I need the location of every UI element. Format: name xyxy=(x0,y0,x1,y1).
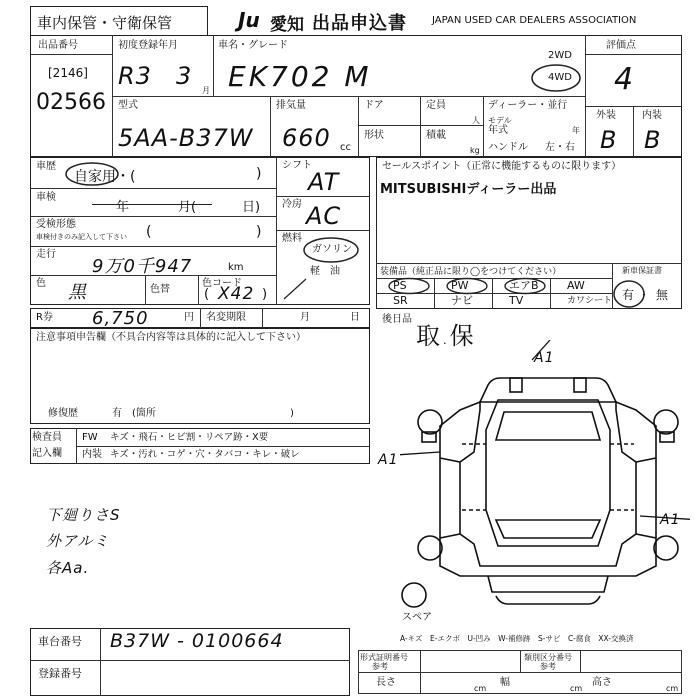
lot-sub-number: [2146] xyxy=(48,66,88,80)
mileage-label: 走行 xyxy=(36,249,56,260)
handle-label: ハンドル xyxy=(488,142,528,153)
inspector-label-1: 検査員 xyxy=(32,432,62,443)
history-close: ) xyxy=(256,166,262,182)
ju-logo: Ju xyxy=(238,8,260,32)
repair-label: 修復歴 xyxy=(48,408,78,419)
handwritten-note-1: 下廻りさS xyxy=(46,506,121,524)
warranty-yes: 有 xyxy=(622,288,635,302)
dimensions-length-unit: cm xyxy=(474,684,487,693)
inspector-interior-items: キズ・汚れ・コゲ・穴・タバコ・キレ・破レ xyxy=(110,449,300,460)
color-code-open: ( xyxy=(204,287,210,302)
registration-month: 3 xyxy=(176,62,193,90)
equipment-item: エアB xyxy=(509,279,539,292)
type-value: 5AA-B37W xyxy=(118,124,254,152)
history-circle xyxy=(64,161,120,187)
equipment-circle xyxy=(387,277,431,295)
inspector-label-2: 記入欄 xyxy=(32,448,62,459)
shift-label: シフト xyxy=(282,160,312,171)
equipment-item: ナビ xyxy=(451,294,473,307)
dimensions-label-4: 参考 xyxy=(540,662,556,671)
mileage-value: 9万0千947 xyxy=(92,256,193,277)
inspector-interior-label: 内装 xyxy=(82,449,102,460)
displacement-value: 660 xyxy=(282,124,331,152)
color-label: 色 xyxy=(36,278,46,289)
storage-label-box xyxy=(30,6,208,36)
fuel-diesel: 軽 油 xyxy=(310,266,340,277)
storage-label: 車内保管・守衛保管 xyxy=(37,14,173,32)
capacity-unit: 人 xyxy=(472,116,480,125)
sheet-title: 出品申込書 xyxy=(312,13,407,34)
equipment-label: 装備品（純正品に限り◯をつけてください） xyxy=(380,267,562,277)
equipment-item: PS xyxy=(393,279,407,292)
shift-value: AT xyxy=(308,168,340,196)
model-name-label: 車名・グレード xyxy=(218,40,288,51)
color-code: X42 xyxy=(218,284,255,304)
association-name: JAPAN USED CAR DEALERS ASSOCIATION xyxy=(432,15,637,26)
aircon-value: AC xyxy=(306,202,342,230)
handwritten-note-3: 各Aa. xyxy=(46,559,90,577)
diagram-mark-1: A1 xyxy=(534,350,555,366)
drive-2wd: 2WD xyxy=(548,50,572,61)
recycle-value: 6,750 xyxy=(92,308,149,329)
reg-number-label: 登録番号 xyxy=(38,667,82,680)
model-year-label: モデル xyxy=(488,116,512,125)
receipt-note: 車検付きのみ記入して下さい xyxy=(36,233,127,241)
grade-label: 評価点 xyxy=(606,40,636,51)
diagram-mark-2: A1 xyxy=(378,452,399,468)
equipment-item: カワシート xyxy=(567,296,613,306)
grade-exterior-label: 外装 xyxy=(596,110,616,121)
equipment-item: SR xyxy=(393,294,408,307)
history-label: 車歴 xyxy=(36,161,56,172)
drive-4wd: 4WD xyxy=(548,72,572,83)
grade-interior: B xyxy=(644,126,662,154)
model-name-value: EK702 M xyxy=(228,60,372,93)
mileage-unit: km xyxy=(228,262,244,273)
notes-label: 注意事項申告欄（不具合内容等は具体的に記入して下さい） xyxy=(36,332,306,343)
logo-region: 愛知 xyxy=(270,15,304,35)
registration-era-year: R3 xyxy=(118,62,152,90)
fuel-label: 燃料 xyxy=(282,233,302,244)
name-change-month: 月 xyxy=(300,312,310,323)
warranty-circle xyxy=(612,279,646,309)
repair-close: ) xyxy=(290,408,294,419)
history-value: 自家用・( xyxy=(74,169,136,185)
dimensions-label-3: 類別区分番号 xyxy=(524,653,572,662)
grade-score: 4 xyxy=(614,62,635,97)
equipment-circle xyxy=(445,277,489,295)
equipment-item: PW xyxy=(451,279,469,292)
warranty-no: 無 xyxy=(656,288,669,302)
sales-point-label: セールスポイント（正常に機能するものに限ります） xyxy=(382,161,622,172)
chassis-label: 車台番号 xyxy=(38,635,82,648)
load-label: 積載 xyxy=(426,130,446,141)
registration-label: 初度登録年月 xyxy=(118,40,178,51)
displacement-label: 排気量 xyxy=(276,100,306,111)
equipment-item: AW xyxy=(567,279,585,292)
shape-label: 形状 xyxy=(364,130,384,141)
dimensions-width: 幅 xyxy=(500,677,510,688)
receipt-label: 受検形態 xyxy=(36,219,76,230)
registration-month-unit: 月 xyxy=(202,86,210,95)
post-delivery-label: 後日品 xyxy=(382,314,412,325)
lot-label: 出品番号 xyxy=(38,40,78,51)
fuel-gasoline: ガソリン xyxy=(312,244,352,255)
inspection-month: 月( xyxy=(178,200,197,215)
fuel-gasoline-circle xyxy=(302,236,360,264)
aircon-label: 冷房 xyxy=(282,199,302,210)
year-unit: 年 xyxy=(572,126,580,135)
receipt-open: ( xyxy=(146,224,152,240)
fuel-box-slash xyxy=(280,275,310,303)
post-delivery-value: 取.保 xyxy=(416,322,475,350)
dimensions-label-1: 形式証明番号 xyxy=(360,653,408,662)
dimensions-label-2: 参考 xyxy=(372,662,388,671)
damage-legend: A-キズ E-エクボ U-凹み W-補修跡 S-サビ C-腐食 XX-交換済 xyxy=(400,634,634,643)
name-change-label: 名変期限 xyxy=(206,312,246,323)
dimensions-width-unit: cm xyxy=(570,684,583,693)
name-change-day: 日 xyxy=(350,312,360,323)
handle-options: 左・右 xyxy=(545,142,575,153)
inspection-label: 車検 xyxy=(36,192,56,203)
receipt-close: ) xyxy=(256,224,262,240)
grade-interior-label: 内装 xyxy=(642,110,662,121)
grade-exterior: B xyxy=(600,126,618,154)
repair-value: 有 (箇所 xyxy=(112,408,156,419)
drive-4wd-circle xyxy=(530,63,582,93)
color-code-close: ) xyxy=(262,287,268,302)
inspection-year: 年 xyxy=(116,200,130,215)
dimensions-height-unit: cm xyxy=(666,684,679,693)
equipment-circle xyxy=(503,277,547,295)
sales-point-value: MITSUBISHIディーラー出品 xyxy=(380,182,557,197)
displacement-unit: cc xyxy=(340,142,351,153)
spare-label: スペア xyxy=(402,612,432,623)
dimensions-height: 高さ xyxy=(592,677,612,688)
dealer-label: ディーラー・並行 xyxy=(488,100,568,111)
load-unit: kg xyxy=(470,146,480,155)
dimensions-length: 長さ xyxy=(376,677,396,688)
type-label: 型式 xyxy=(118,100,138,111)
color-value: 黒 xyxy=(68,282,87,303)
year-label: 年式 xyxy=(488,125,508,136)
equipment-item: TV xyxy=(509,294,524,307)
handwritten-note-2: 外アルミ xyxy=(46,532,110,550)
inspector-fw-label: FW xyxy=(82,432,98,443)
warranty-dot: ・ xyxy=(638,288,651,302)
chassis-value: B37W - 0100664 xyxy=(110,630,284,652)
inspector-fw-items: キズ・飛石・ヒビ割・リペア跡・X要 xyxy=(110,432,269,443)
recycle-unit: 円 xyxy=(184,312,194,323)
doors-label: ドア xyxy=(364,100,384,111)
diagram-mark-3: A1 xyxy=(660,512,681,528)
capacity-label: 定員 xyxy=(426,100,446,111)
color-change-label: 色替 xyxy=(150,284,170,295)
warranty-label: 新車保証書 xyxy=(622,266,662,275)
car-damage-diagram xyxy=(400,340,690,620)
color-code-label: 色コード xyxy=(202,278,242,289)
inspection-day: 日) xyxy=(242,200,261,215)
lot-number: 02566 xyxy=(36,90,106,115)
recycle-label: R券 xyxy=(36,312,53,323)
